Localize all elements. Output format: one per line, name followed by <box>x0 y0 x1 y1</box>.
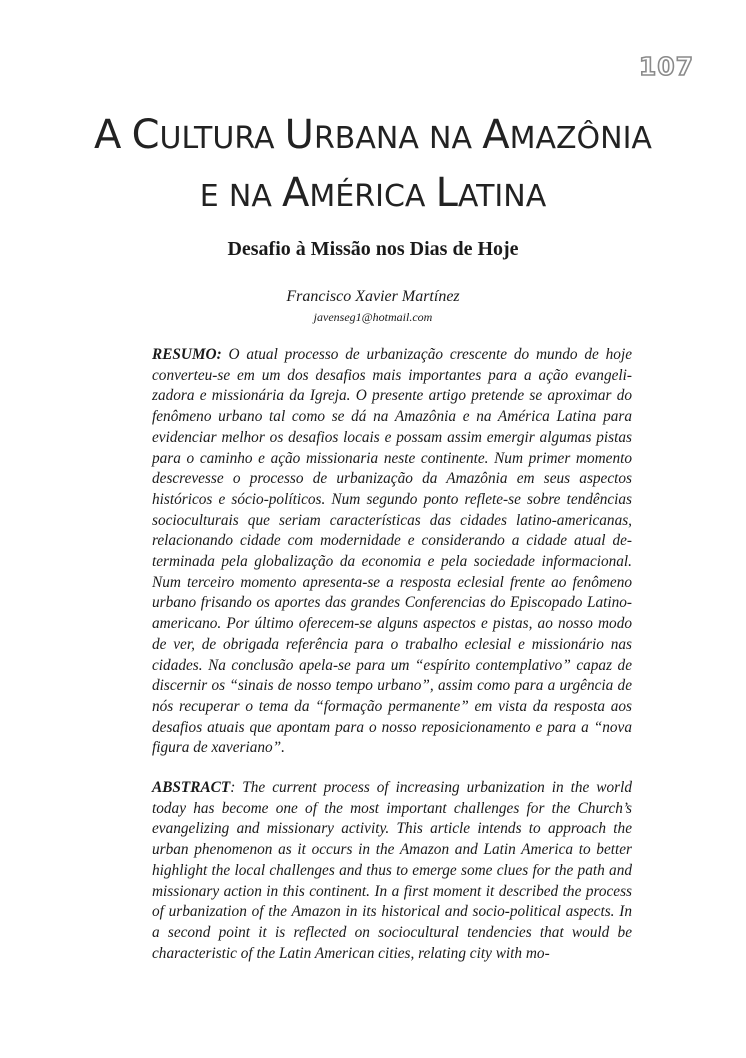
title-word <box>482 112 652 158</box>
title-line-2 <box>60 166 686 224</box>
title-word-initial: A <box>94 112 122 158</box>
author-name: Francisco Xavier Martínez <box>286 288 460 305</box>
title-word-rest: E <box>199 179 219 214</box>
title-word <box>200 176 219 214</box>
resumo-label: RESUMO: <box>152 346 222 363</box>
title-line-1 <box>60 108 686 166</box>
title-word-rest: MÉRICA <box>309 179 426 214</box>
title-word-initial: A <box>282 170 310 216</box>
author-email: javenseg1@hotmail.com <box>313 310 433 324</box>
abstract-text: : The current process of increasing urbanization in the world today has become one of the most important challenges for the Church’s evangelizing and missionary activity. This article intends to approach the urban phenomenon as it occurs in the Amazon and Latin America to better highlight the local challenges and thus to emerge some clues for the path and missionary action in this continent. In a first moment it described the process of urbanization of the Amazon in its historical and socio-political aspects. In a second point it is reflected on sociocultural tendencies that would be characteristic of the Latin American cities, relating city with mo- <box>152 779 632 962</box>
resumo-text: O atual processo de urbanização crescente do mundo de hoje converteu-se em um dos desafios mais importantes para a ação evangelizadora e missionária da Igreja. O presente artigo pretende se aproximar do fenômeno urbano tal como se dá na Amazônia e na América Latina para evidenciar melhor os desafios locais e possam assim emergir algumas pistas para o caminho e ação missionaria neste continente. Num primer momento descrevesse o processo de urbanização da Amazônia em seus aspectos históricos e sócio-políticos. Num segundo ponto reflete-se sobre tendências socioculturais que seriam características das cidades latino-americanas, relacionando cidade com modernidade e considerando a cidade atual determinada pela globalização da economia e pela sociedade informacional. Num terceiro momento apresenta-se a resposta eclesial frente ao fenômeno urbano frisando os aportes das grandes Conferencias do Episcopado Latino-americano. Por último oferecem-se alguns aspectos e pistas, ao nosso modo de ver, de obrigada referência para o trabalho eclesial e missionário nas cidades. Na conclusão apela-se para um “espírito contemplativo” capaz de discernir os “sinais de nosso tempo urbano”, assim como para a urgência de nós recuperar o tema da “formação permanente” em vista da resposta aos desafios atuais que apontam para o nosso reposicionamento e para a “nova figura de xaveriano”. <box>152 346 632 757</box>
title-word-rest: NA <box>429 121 473 156</box>
title-word-rest: NA <box>228 179 272 214</box>
article-title <box>60 108 686 224</box>
title-word <box>131 112 275 158</box>
title-word-rest: ULTURA <box>159 121 275 156</box>
abstract-label: ABSTRACT <box>152 779 231 796</box>
title-word-initial: A <box>482 112 510 158</box>
title-word-initial: C <box>131 112 160 158</box>
title-word-rest: RBANA <box>313 121 419 156</box>
abstract-paragraph <box>152 778 632 964</box>
title-word <box>94 112 122 158</box>
title-word <box>435 170 547 216</box>
title-word-initial: U <box>284 112 314 158</box>
title-word <box>284 112 419 158</box>
article-subtitle: Desafio à Missão nos Dias de Hoje <box>227 238 519 260</box>
resumo-paragraph <box>152 345 632 759</box>
title-word-initial: L <box>435 170 458 216</box>
title-word-rest: MAZÔNIA <box>509 121 652 156</box>
title-word <box>282 170 426 216</box>
page-number: 107 <box>638 52 694 81</box>
title-word <box>229 176 272 214</box>
title-word <box>429 118 472 156</box>
title-word-rest: ATINA <box>457 179 547 214</box>
